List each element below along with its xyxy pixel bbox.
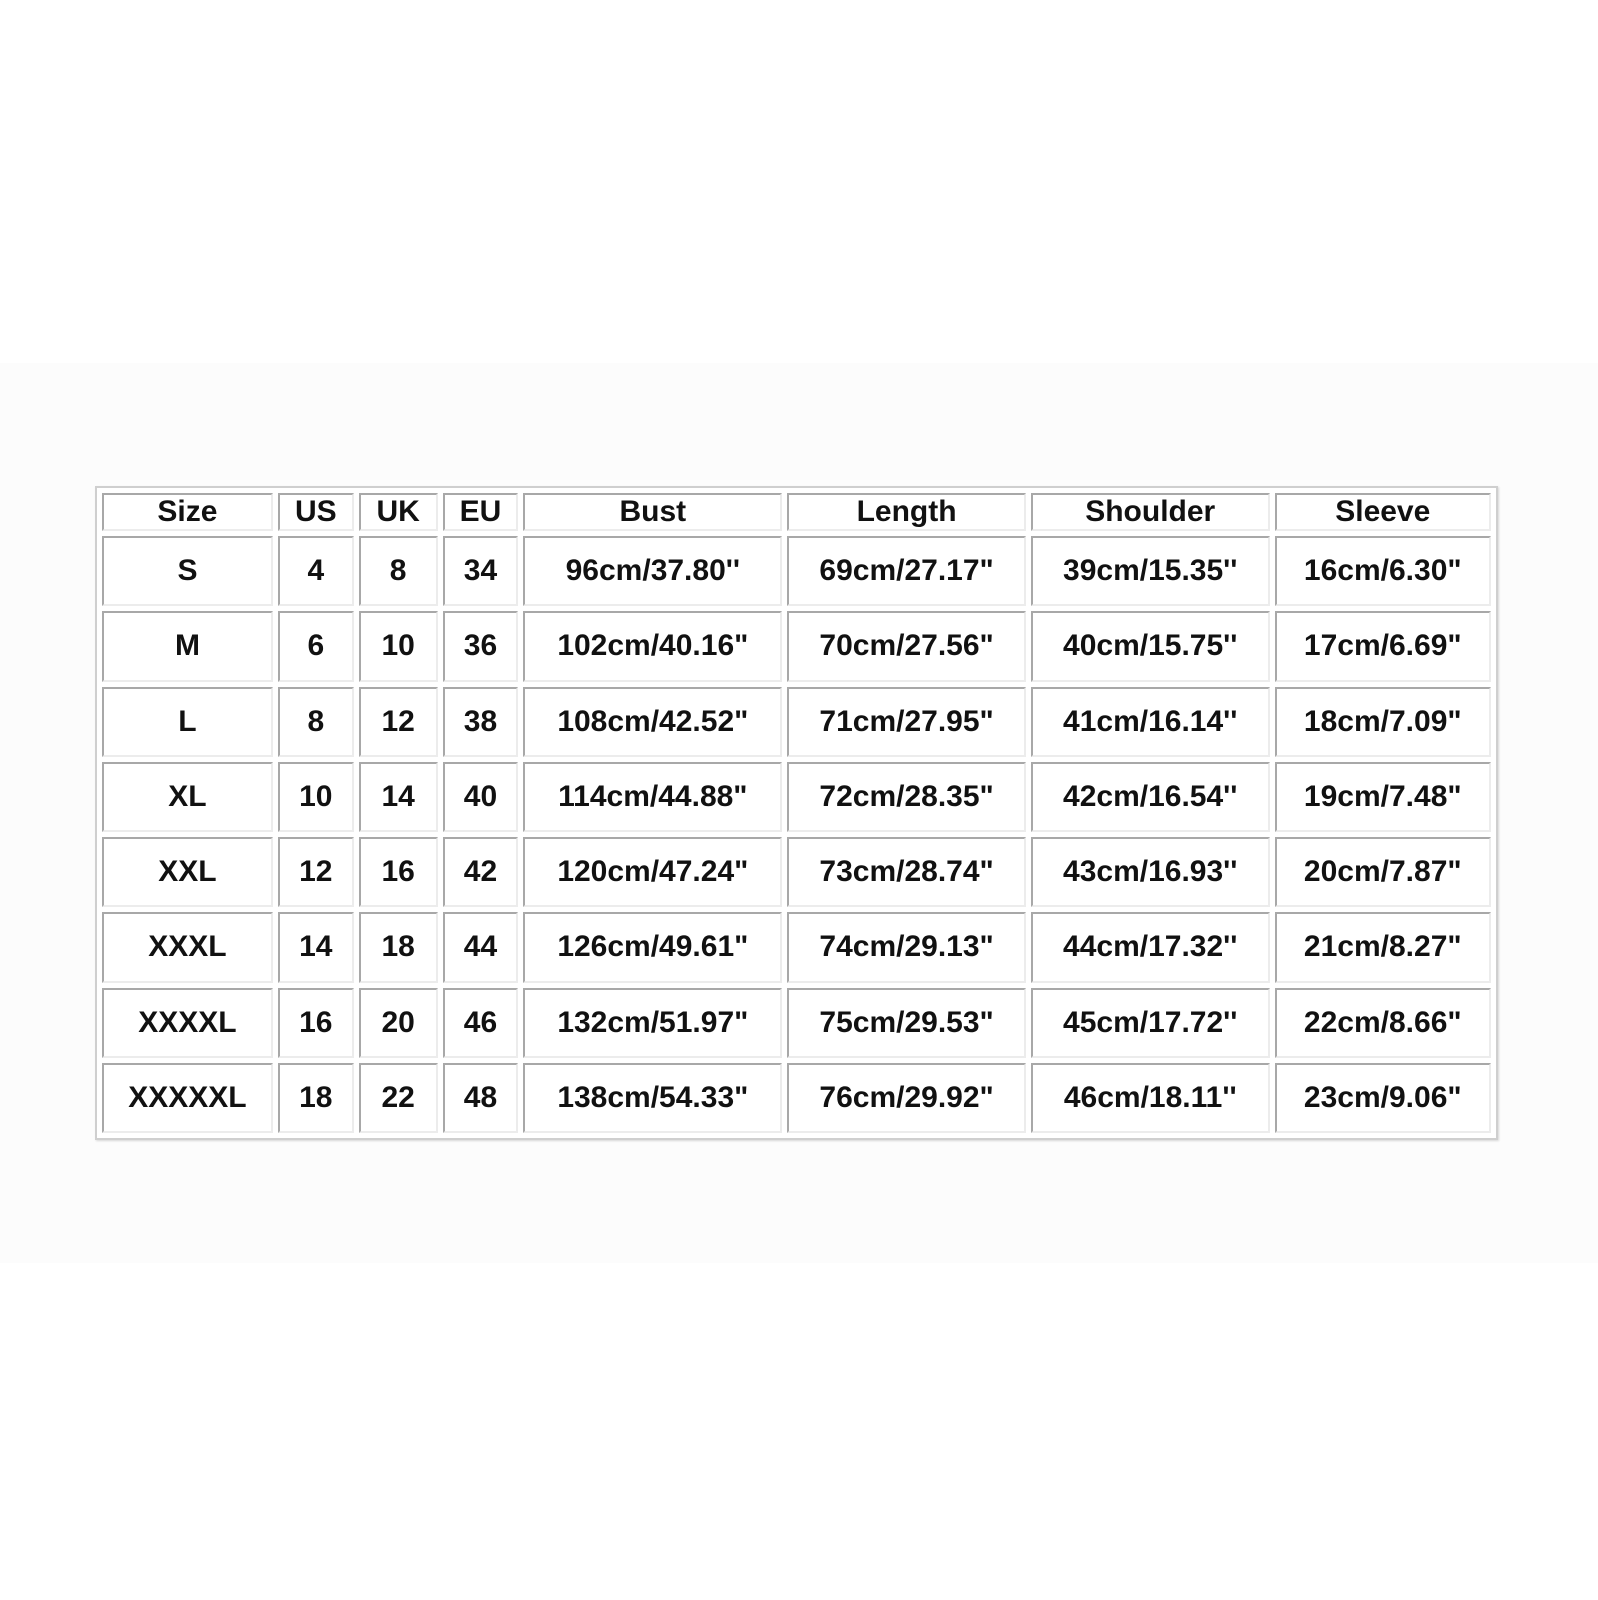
header-eu: EU: [443, 493, 519, 531]
cell-uk: 10: [359, 611, 438, 681]
cell-size: XL: [102, 762, 273, 832]
table-row: [102, 611, 1491, 681]
table-row: [102, 1063, 1491, 1133]
cell-sleeve: 23cm/9.06": [1275, 1063, 1491, 1133]
cell-uk: 22: [359, 1063, 438, 1133]
table-row: [102, 687, 1491, 757]
cell-uk: 8: [359, 536, 438, 606]
cell-shoulder: 41cm/16.14'': [1031, 687, 1270, 757]
cell-eu: 44: [443, 912, 519, 982]
cell-size: XXXL: [102, 912, 273, 982]
cell-shoulder: 43cm/16.93'': [1031, 837, 1270, 907]
cell-sleeve: 16cm/6.30": [1275, 536, 1491, 606]
cell-shoulder: 44cm/17.32'': [1031, 912, 1270, 982]
cell-us: 12: [278, 837, 354, 907]
cell-eu: 48: [443, 1063, 519, 1133]
cell-bust: 108cm/42.52": [523, 687, 782, 757]
cell-size: XXL: [102, 837, 273, 907]
header-row: [102, 493, 1491, 531]
cell-uk: 20: [359, 988, 438, 1058]
cell-shoulder: 39cm/15.35'': [1031, 536, 1270, 606]
cell-shoulder: 42cm/16.54'': [1031, 762, 1270, 832]
cell-us: 8: [278, 687, 354, 757]
cell-eu: 36: [443, 611, 519, 681]
table-row: [102, 536, 1491, 606]
header-uk: UK: [359, 493, 438, 531]
cell-eu: 42: [443, 837, 519, 907]
cell-uk: 16: [359, 837, 438, 907]
cell-size: M: [102, 611, 273, 681]
cell-bust: 102cm/40.16": [523, 611, 782, 681]
table-row: [102, 762, 1491, 832]
cell-sleeve: 20cm/7.87": [1275, 837, 1491, 907]
size-chart: [95, 486, 1498, 1140]
cell-us: 16: [278, 988, 354, 1058]
cell-length: 73cm/28.74": [787, 837, 1026, 907]
cell-sleeve: 19cm/7.48": [1275, 762, 1491, 832]
cell-us: 10: [278, 762, 354, 832]
cell-length: 69cm/27.17": [787, 536, 1026, 606]
cell-length: 75cm/29.53": [787, 988, 1026, 1058]
cell-sleeve: 18cm/7.09": [1275, 687, 1491, 757]
cell-us: 18: [278, 1063, 354, 1133]
table-row: [102, 988, 1491, 1058]
cell-length: 74cm/29.13": [787, 912, 1026, 982]
size-chart-table: [97, 488, 1496, 1138]
cell-bust: 96cm/37.80'': [523, 536, 782, 606]
header-size: Size: [102, 493, 273, 531]
cell-size: S: [102, 536, 273, 606]
cell-bust: 126cm/49.61": [523, 912, 782, 982]
cell-shoulder: 45cm/17.72'': [1031, 988, 1270, 1058]
cell-shoulder: 40cm/15.75'': [1031, 611, 1270, 681]
header-sleeve: Sleeve: [1275, 493, 1491, 531]
cell-eu: 34: [443, 536, 519, 606]
cell-sleeve: 22cm/8.66": [1275, 988, 1491, 1058]
cell-bust: 120cm/47.24": [523, 837, 782, 907]
cell-uk: 14: [359, 762, 438, 832]
cell-length: 76cm/29.92": [787, 1063, 1026, 1133]
cell-length: 70cm/27.56": [787, 611, 1026, 681]
cell-eu: 40: [443, 762, 519, 832]
cell-size: XXXXL: [102, 988, 273, 1058]
header-bust: Bust: [523, 493, 782, 531]
cell-sleeve: 21cm/8.27": [1275, 912, 1491, 982]
cell-length: 71cm/27.95": [787, 687, 1026, 757]
cell-uk: 12: [359, 687, 438, 757]
cell-length: 72cm/28.35": [787, 762, 1026, 832]
header-shoulder: Shoulder: [1031, 493, 1270, 531]
cell-sleeve: 17cm/6.69": [1275, 611, 1491, 681]
cell-us: 14: [278, 912, 354, 982]
cell-eu: 38: [443, 687, 519, 757]
header-length: Length: [787, 493, 1026, 531]
header-us: US: [278, 493, 354, 531]
cell-eu: 46: [443, 988, 519, 1058]
table-row: [102, 912, 1491, 982]
cell-bust: 132cm/51.97": [523, 988, 782, 1058]
cell-uk: 18: [359, 912, 438, 982]
table-row: [102, 837, 1491, 907]
cell-bust: 138cm/54.33": [523, 1063, 782, 1133]
cell-bust: 114cm/44.88": [523, 762, 782, 832]
cell-size: L: [102, 687, 273, 757]
cell-shoulder: 46cm/18.11'': [1031, 1063, 1270, 1133]
cell-us: 6: [278, 611, 354, 681]
cell-size: XXXXXL: [102, 1063, 273, 1133]
cell-us: 4: [278, 536, 354, 606]
